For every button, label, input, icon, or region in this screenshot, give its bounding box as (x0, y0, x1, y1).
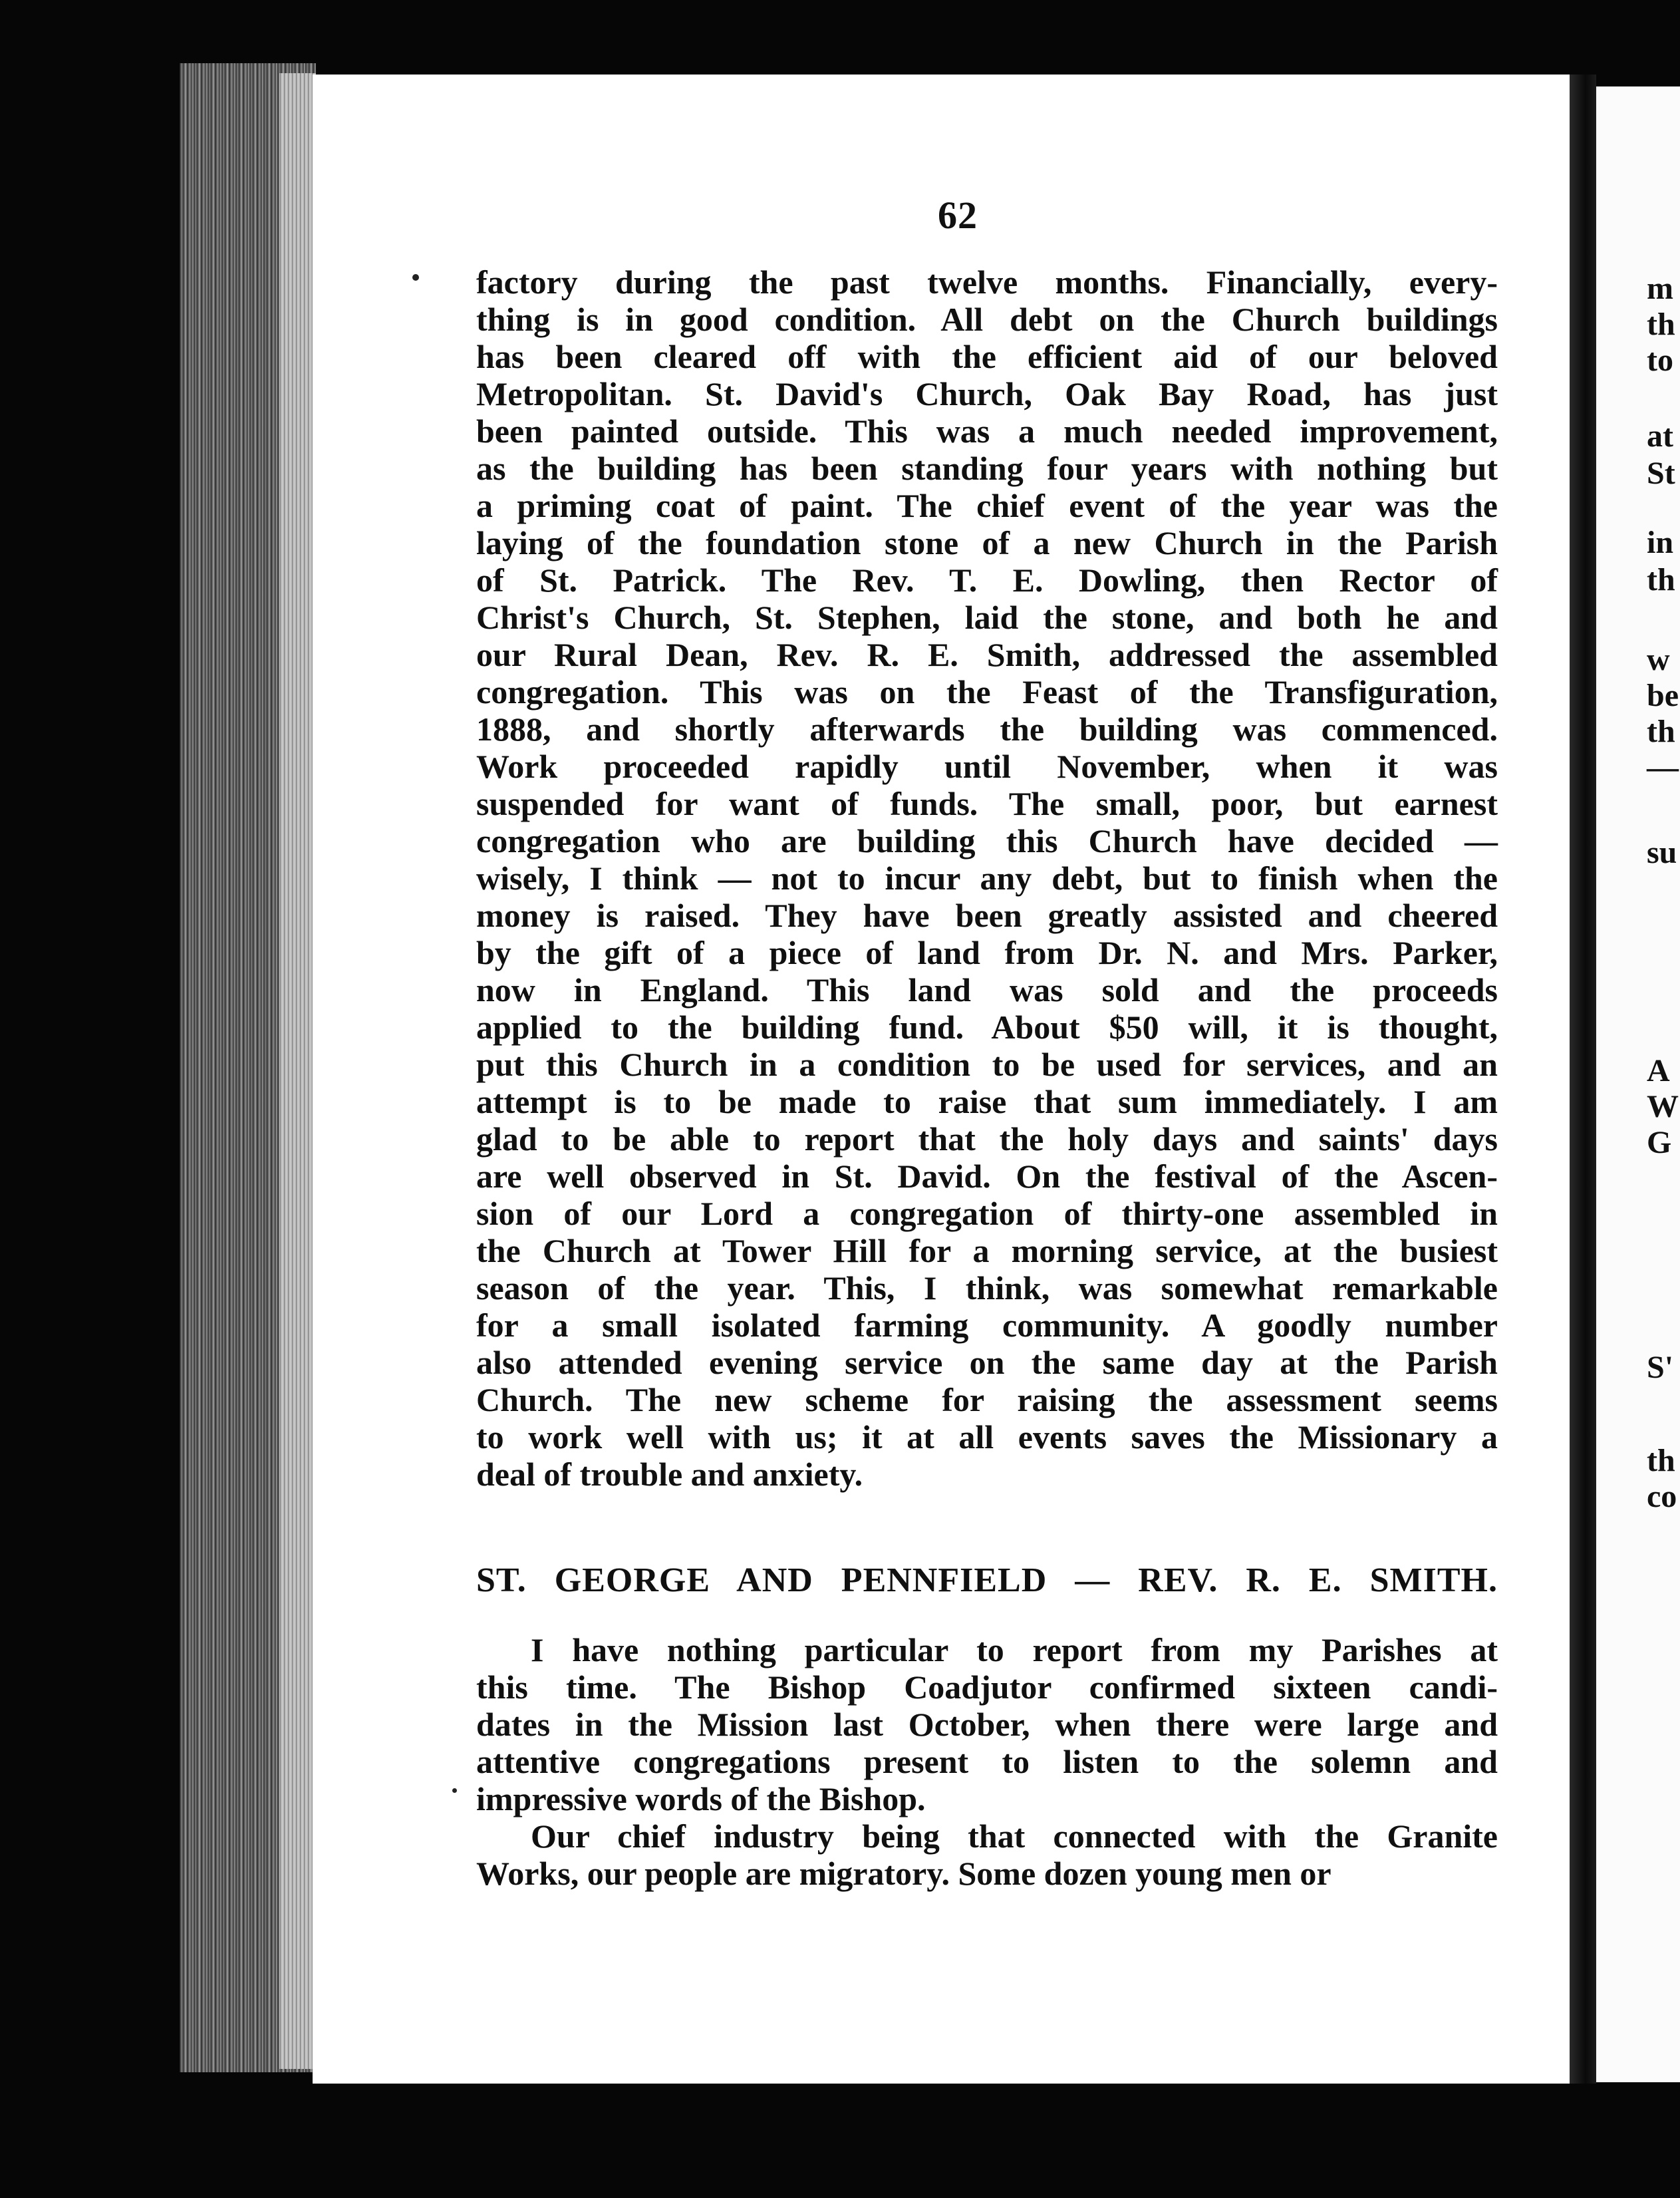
text-line: suspended for want of funds. The small, poor, but earnest (476, 785, 1498, 822)
text-line: attempt is to be made to raise that sum immediately. I am (476, 1083, 1498, 1120)
adjacent-page-fragment: W (1647, 1089, 1679, 1124)
text-line: Our chief industry being that connected with the Granite (531, 1817, 1498, 1855)
adjacent-page-fragment: th (1647, 714, 1675, 749)
text-line: Church. The new scheme for raising the assessment seems (476, 1381, 1498, 1418)
text-line: Metropolitan. St. David's Church, Oak Bay Road, has just (476, 375, 1498, 412)
text-line: impressive words of the Bishop. (476, 1780, 926, 1817)
text-line: also attended evening service on the same day at the Parish (476, 1344, 1498, 1381)
adjacent-page-fragment: th (1647, 562, 1675, 597)
text-line: this time. The Bishop Coadjutor confirmed sixteen candi- (476, 1668, 1498, 1706)
text-line: wisely, I think — not to incur any debt, but to finish when the (476, 860, 1498, 897)
text-line: congregation who are building this Church have decided — (476, 822, 1498, 860)
text-line: congregation. This was on the Feast of the Transfiguration, (476, 673, 1498, 710)
adjacent-page-fragment: A (1647, 1053, 1670, 1088)
adjacent-page-fragment: S' (1647, 1350, 1674, 1385)
adjacent-page-fragment: at (1647, 418, 1673, 454)
text-line: has been cleared off with the efficient aid of our beloved (476, 338, 1498, 375)
text-line: thing is in good condition. All debt on the Church buildings (476, 301, 1498, 338)
page-text (476, 263, 1498, 1892)
section-gap (476, 1602, 1498, 1631)
adjacent-page-fragment: be (1647, 678, 1679, 713)
adjacent-page-fragment: w (1647, 642, 1670, 677)
adjacent-page-fragment: to (1647, 343, 1673, 378)
text-line: for a small isolated farming community. A goodly number (476, 1307, 1498, 1344)
section-heading: ST. GEORGE AND PENNFIELD — REV. R. E. SMITH. (476, 1561, 1498, 1599)
paragraph-report-st-david (476, 263, 1498, 1493)
text-line: our Rural Dean, Rev. R. E. Smith, addressed the assembled (476, 636, 1498, 673)
text-line: of St. Patrick. The Rev. T. E. Dowling, then Rector of (476, 561, 1498, 599)
adjacent-page-fragment: th (1647, 1443, 1675, 1478)
paragraph-st-george-report (476, 1631, 1498, 1817)
text-line: glad to be able to report that the holy days and saints' days (476, 1120, 1498, 1158)
book-page-edges-inner (279, 73, 316, 2069)
print-speck (452, 1788, 457, 1793)
text-line: 1888, and shortly afterwards the building was commenced. (476, 710, 1498, 748)
text-line: to work well with us; it at all events saves the Missionary a (476, 1418, 1498, 1456)
adjacent-page-fragment: — (1647, 750, 1679, 785)
print-speck (412, 274, 419, 281)
text-line: Works, our people are migratory. Some dozen young men or (476, 1855, 1331, 1892)
adjacent-page-fragment: co (1647, 1479, 1677, 1514)
text-line: money is raised. They have been greatly assisted and cheered (476, 897, 1498, 934)
text-line: factory during the past twelve months. Financially, every- (476, 263, 1498, 301)
text-line: deal of trouble and anxiety. (476, 1456, 863, 1493)
text-line: season of the year. This, I think, was somewhat remarkable (476, 1269, 1498, 1307)
text-line: Work proceeded rapidly until November, when it was (476, 748, 1498, 785)
text-line: put this Church in a condition to be used for services, and an (476, 1046, 1498, 1083)
text-line: the Church at Tower Hill for a morning service, at the busiest (476, 1232, 1498, 1269)
text-line: I have nothing particular to report from my Parishes at (531, 1631, 1498, 1668)
text-line: sion of our Lord a congregation of thirty-one assembled in (476, 1195, 1498, 1232)
text-line: attentive congregations present to listen to the solemn and (476, 1743, 1498, 1780)
text-line: a priming coat of paint. The chief event of the year was the (476, 487, 1498, 524)
text-line: laying of the foundation stone of a new Church in the Parish (476, 524, 1498, 561)
text-line: been painted outside. This was a much needed improvement, (476, 412, 1498, 450)
adjacent-page-fragment: th (1647, 307, 1675, 342)
book-gutter (1570, 75, 1596, 2084)
text-line: Christ's Church, St. Stephen, laid the stone, and both he and (476, 599, 1498, 636)
section-gap (476, 1493, 1498, 1559)
text-line: applied to the building fund. About $50 will, it is thought, (476, 1009, 1498, 1046)
text-line: now in England. This land was sold and the proceeds (476, 971, 1498, 1009)
paragraph-granite-works (476, 1817, 1498, 1892)
text-line: by the gift of a piece of land from Dr. N. and Mrs. Parker, (476, 934, 1498, 971)
text-line: are well observed in St. David. On the festival of the Ascen- (476, 1158, 1498, 1195)
adjacent-page-fragment: in (1647, 525, 1674, 560)
text-line: as the building has been standing four years with nothing but (476, 450, 1498, 487)
text-line: dates in the Mission last October, when there were large and (476, 1706, 1498, 1743)
adjacent-page-fragment: m (1647, 271, 1673, 306)
page-number: 62 (938, 194, 978, 237)
adjacent-page-fragment: St (1647, 456, 1675, 491)
adjacent-page-fragment: G (1647, 1125, 1672, 1160)
adjacent-page-fragment: su (1647, 835, 1677, 870)
